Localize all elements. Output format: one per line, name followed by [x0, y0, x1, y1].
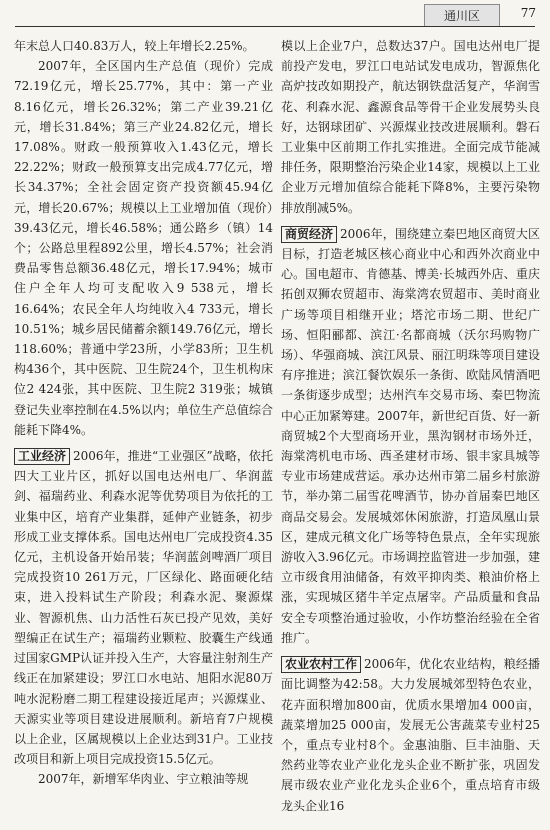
trade-text: 2006年，围绕建立秦巴地区商贸大区目标，打造老城区核心商业中心和西外次商业中心。国电超市、肯德基、博美·长城西外店、重庆拓创双狮农贸超市、海棠湾农贸超市、美时商业广场等项目相继开业；塔沱市场二期、世纪广场、恒阳郦都、滨江·名都商城（沃尔玛购物广场）、华强商城、滨江风景、丽江明珠等项目建设有序推进；滨江餐饮娱乐一条街、欧陆风情酒吧一条街逐步成型；达州汽车交易市场、秦巴物流中心正加紧筹建。2007年，新世纪百货、好一新商贸城2个大型商场开业，黑沟钢材市场外迁，海棠湾机电市场、西圣建材市场、银丰家具城等专业市场建成营运。承办达州市第二届乡村旅游节，举办第二届雪花啤酒节，协办首届秦巴地区商品交易会。发展城郊休闲旅游，打造凤凰山景区，建成元稹文化广场等特色景点，全年实现旅游收入3.96亿元。市场调控监管进一步加强，建立市级食用油储备，有效平抑肉类、粮油价格上涨，实现城区猪牛羊定点屠宰。产品质量和食品安全专项整治通过验收，小作坊整治经验在全省推广。 [281, 226, 540, 645]
paragraph-trade [281, 224, 540, 648]
section-title-industry: 工业经济 [14, 448, 70, 465]
section-title-agriculture: 农业农村工作 [281, 656, 361, 673]
right-column [281, 36, 540, 826]
paragraph-population: 年末总人口40.83万人，较上年增长2.25%。 [14, 39, 255, 53]
paragraph-industry-continued: 模以上企业7户，总数达37户。国电达州电厂提前投产发电，罗江口电站试发电成功，智源焦化高炉技改如期投产，航达钢铁盘活复产，华润雪花、利森水泥、鑫源食品等骨干企业发展势头良好，达钢球团矿、兴源煤业技改进展顺利。磐石工业集中区前期工作扎实推进。全面完成节能减排任务，限期整治污染企业14家，规模以上工业企业万元增加值综合能耗下降8%，主要污染物排放削减5%。 [281, 39, 540, 215]
paragraph-industry [14, 446, 273, 769]
paragraph-2007-industry-start: 2007年，新增军华肉业、宇立粮油等规 [38, 772, 249, 787]
section-title-trade: 商贸经济 [281, 226, 337, 243]
industry-text: 2006年，推进“工业强区”战略，依托四大工业片区，抓好以国电达州电厂、华润蓝剑、福瑞药业、利森水泥等优势项目为依托的工业集中区，培育产业集群，延伸产业链条，初步形成工业支撑体系。国电达州电厂完成投资4.35亿元，主机设备开始吊装；华润蓝剑啤酒厂项目完成投资10 261万元，厂区绿化、路面硬化结束，进入投料试生产阶段；利森水泥、聚源煤业、智源机焦、山力活性石灰已投产见效，美好塑编正在试生产；福瑞药业颗粒、胶囊生产线通过国家GMP认证并投入生产，大容量注射剂生产线正在加紧建设；罗江口水电站、旭阳水泥80万吨水泥粉磨二期工程建设接近尾声；兴源煤业、天源实业等项目建设进展顺利。新培育7户规模以上企业，区属规模以上企业达到31户。工业技改项目和新上项目完成投资15.5亿元。 [14, 449, 273, 767]
section-tab: 通川区 [424, 4, 500, 27]
page-header [0, 0, 550, 32]
left-column [14, 36, 273, 826]
header-divider [15, 26, 535, 27]
paragraph-2007-economy: 2007年，全区国内生产总值（现价）完成72.19亿元，增长25.77%，其中：第一产业8.16亿元，增长26.32%；第二产业39.21亿元，增长31.84%；第三产业24.82亿元，增长17.08%。财政一般预算收入1.43亿元，增长22.22%；财政一般预算支出完成4.77亿元，增长34.37%；全社会固定资产投资额45.94亿元，增长20.67%；规模以上工业增加值（现价）39.43亿元，增长46.58%；通公路乡（镇）14个；公路总里程892公里，增长4.57%；社会消费品零售总额36.48亿元，增长17.94%；城市住户全年人均可支配收入9 538元，增长16.64%；农民全年人均纯收入4 733元，增长10.51%；城乡居民储蓄余额149.76亿元，增长118.60%；普通中学23所，小学83所；卫生机构436个，其中医院、卫生院24个，卫生机构床位2 424张，其中医院、卫生院2 319张；城镇登记失业率控制在4.5%以内；单位生产总值综合能耗下降4%。 [14, 59, 273, 437]
paragraph-agriculture [281, 654, 540, 816]
agriculture-text: 2006年，优化农业结构，粮经播面比调整为42:58。大力发展城郊型特色农业，花卉面积增加800亩，优质水果增加4 000亩，蔬菜增加25 000亩，发展无公害蔬菜专业村25个，重点专业村8个。金惠油脂、巨丰油脂、天然药业等农业产业化龙头企业不断扩张，巩固发展市级农业产业化龙头企业6个，重点培育市级龙头企业16 [281, 657, 540, 813]
page-number: 77 [520, 6, 536, 20]
